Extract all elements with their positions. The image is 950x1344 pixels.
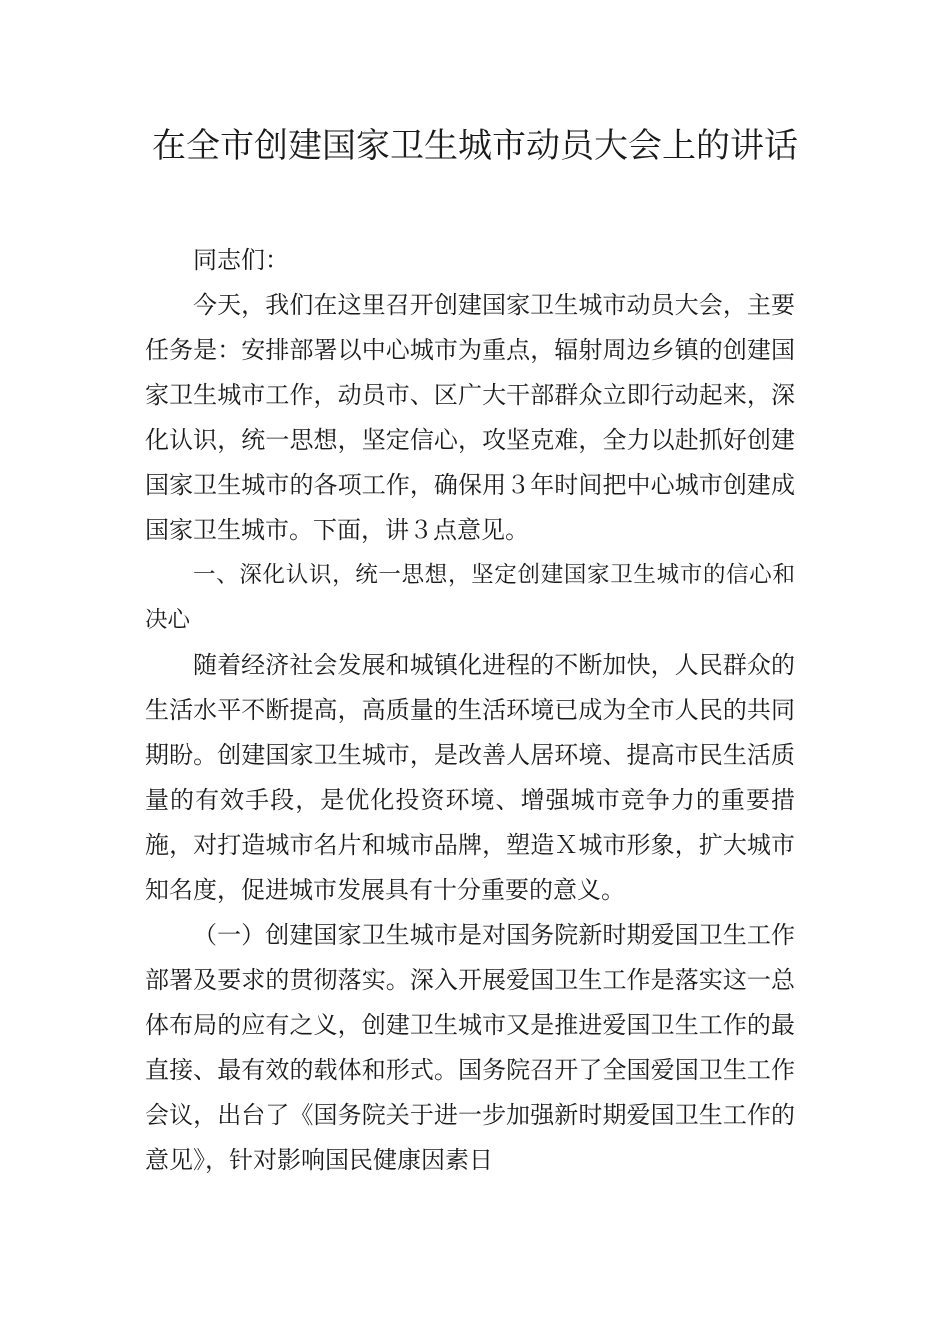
document-body bbox=[145, 238, 795, 1183]
section-paragraph-2: （一）创建国家卫生城市是对国务院新时期爱国卫生工作部署及要求的贯彻落实。深入开展爱国卫生工作是落实这一总体布局的应有之义，创建卫生城市又是推进爱国卫生工作的最直接、最有效的载体和形式。国务院召开了全国爱国卫生工作会议，出台了《国务院关于进一步加强新时期爱国卫生工作的意见》，针对影响国民健康因素日 bbox=[145, 921, 795, 1174]
section-heading-1: 一、深化认识，统一思想，坚定创建国家卫生城市的信心和决心 bbox=[145, 562, 795, 633]
section-paragraph-1: 随着经济社会发展和城镇化进程的不断加快，人民群众的生活水平不断提高，高质量的生活环境已成为全市人民的共同期盼。创建国家卫生城市，是改善人居环境、提高市民生活质量的有效手段，是优化投资环境、增强城市竞争力的重要措施，对打造城市名片和城市品牌，塑造Ｘ城市形象，扩大城市知名度，促进城市发展具有十分重要的意义。 bbox=[145, 651, 795, 904]
salutation: 同志们： bbox=[193, 246, 289, 274]
intro-paragraph: 今天，我们在这里召开创建国家卫生城市动员大会，主要任务是：安排部署以中心城市为重点，辐射周边乡镇的创建国家卫生城市工作，动员市、区广大干部群众立即行动起来，深化认识，统一思想，坚定信心，攻坚克难，全力以赴抓好创建国家卫生城市的各项工作，确保用３年时间把中心城市创建成国家卫生城市。下面，讲３点意见。 bbox=[145, 291, 795, 544]
document-title: 在全市创建国家卫生城市动员大会上的讲话 bbox=[152, 126, 798, 166]
